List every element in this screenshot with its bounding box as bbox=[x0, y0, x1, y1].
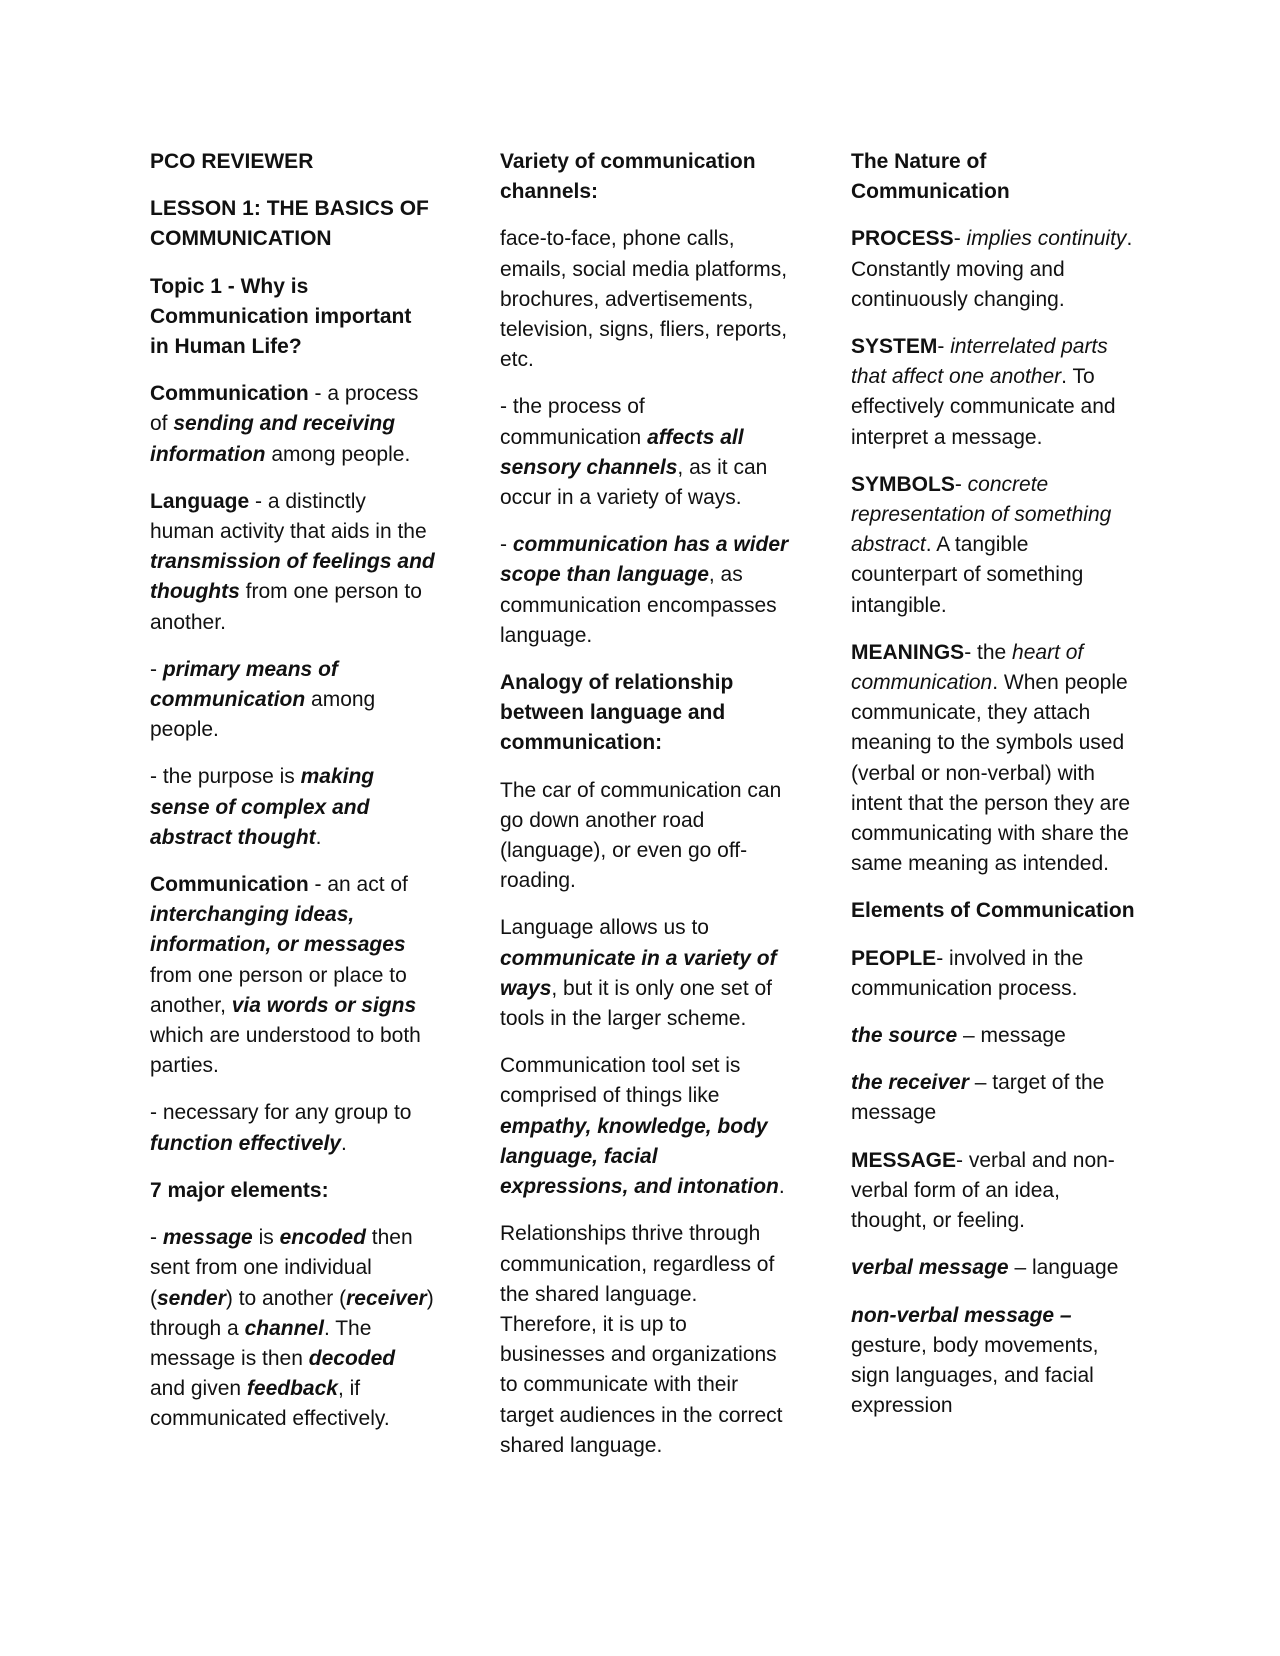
column-left bbox=[150, 147, 435, 1452]
major-elements-heading: 7 major elements: bbox=[150, 1178, 329, 1202]
elements-heading: Elements of Communication bbox=[851, 899, 1135, 923]
paragraph-nonverbal-message: non-verbal message – gesture, body movements, sign languages, and facial expression bbox=[851, 1303, 1099, 1418]
paragraph-process: PROCESS- implies continuity. Constantly moving and continuously changing. bbox=[851, 227, 1133, 311]
paragraph-verbal-message: verbal message – language bbox=[851, 1256, 1119, 1280]
channels-heading: Variety of communication channels: bbox=[500, 150, 756, 204]
paragraph-primary-means: - primary means of communication among people. bbox=[150, 657, 376, 742]
paragraph-message-flow: - message is encoded then sent from one individual (sender) to another (receiver) through a channel. The message is then decoded and given feedback, if communicated effectively. bbox=[150, 1226, 434, 1431]
paragraph-channels-list: face-to-face, phone calls, emails, social media platforms, brochures, advertisements, television, signs, fliers, reports, etc. bbox=[500, 227, 788, 372]
paragraph-system: SYSTEM- interrelated parts that affect one another. To effectively communicate and interpret a message. bbox=[851, 335, 1116, 449]
paragraph-source: the source – message bbox=[851, 1024, 1066, 1048]
nature-heading: The Nature of Communication bbox=[851, 150, 1010, 204]
document-title: PCO REVIEWER bbox=[150, 150, 314, 173]
paragraph-communication-act: Communication - an act of interchanging ideas, information, or messages from one person or place to another, via words or signs which are understood to both parties. bbox=[150, 873, 421, 1078]
paragraph-language-allows: Language allows us to communicate in a variety of ways, but it is only one set of tools in the larger scheme. bbox=[500, 916, 777, 1031]
column-right bbox=[851, 147, 1136, 1438]
lesson-heading: LESSON 1: THE BASICS OF COMMUNICATION bbox=[150, 197, 429, 251]
paragraph-wider-scope: - communication has a wider scope than language, as communication encompasses language. bbox=[500, 533, 789, 647]
paragraph-symbols: SYMBOLS- concrete representation of something abstract. A tangible counterpart of something intangible. bbox=[851, 472, 1112, 617]
paragraph-people: PEOPLE- involved in the communication process. bbox=[851, 946, 1084, 1000]
paragraph-communication-definition: Communication - a process of sending and receiving information among people. bbox=[150, 382, 419, 466]
paragraph-tool-set: Communication tool set is comprised of things like empathy, knowledge, body language, facial expressions, and intonation. bbox=[500, 1054, 785, 1199]
column-middle bbox=[500, 147, 790, 1478]
paragraph-car-analogy: The car of communication can go down another road (language), or even go off-roading. bbox=[500, 778, 782, 893]
paragraph-meanings: MEANINGS- the heart of communication. When people communicate, they attach meaning to the symbols used (verbal or non-verbal) with intent that the person they are communicating with share the same meaning as intended. bbox=[851, 640, 1131, 876]
paragraph-relationships: Relationships thrive through communication, regardless of the shared language. Therefore, it is up to businesses and organizations to communicate with their target audiences in the correct shared language. bbox=[500, 1222, 783, 1457]
topic-heading: Topic 1 - Why is Communication important in Human Life? bbox=[150, 274, 412, 359]
paragraph-receiver: the receiver – target of the message bbox=[851, 1071, 1105, 1125]
paragraph-language-definition: Language - a distinctly human activity that aids in the transmission of feelings and thoughts from one person to another. bbox=[150, 489, 435, 634]
paragraph-sensory-channels: - the process of communication affects all sensory channels, as it can occur in a variety of ways. bbox=[500, 395, 768, 510]
paragraph-message: MESSAGE- verbal and non-verbal form of an idea, thought, or feeling. bbox=[851, 1148, 1115, 1233]
paragraph-purpose: - the purpose is making sense of complex and abstract thought. bbox=[150, 765, 375, 849]
analogy-heading: Analogy of relationship between language and communication: bbox=[500, 671, 734, 755]
paragraph-necessary: - necessary for any group to function effectively. bbox=[150, 1101, 412, 1155]
